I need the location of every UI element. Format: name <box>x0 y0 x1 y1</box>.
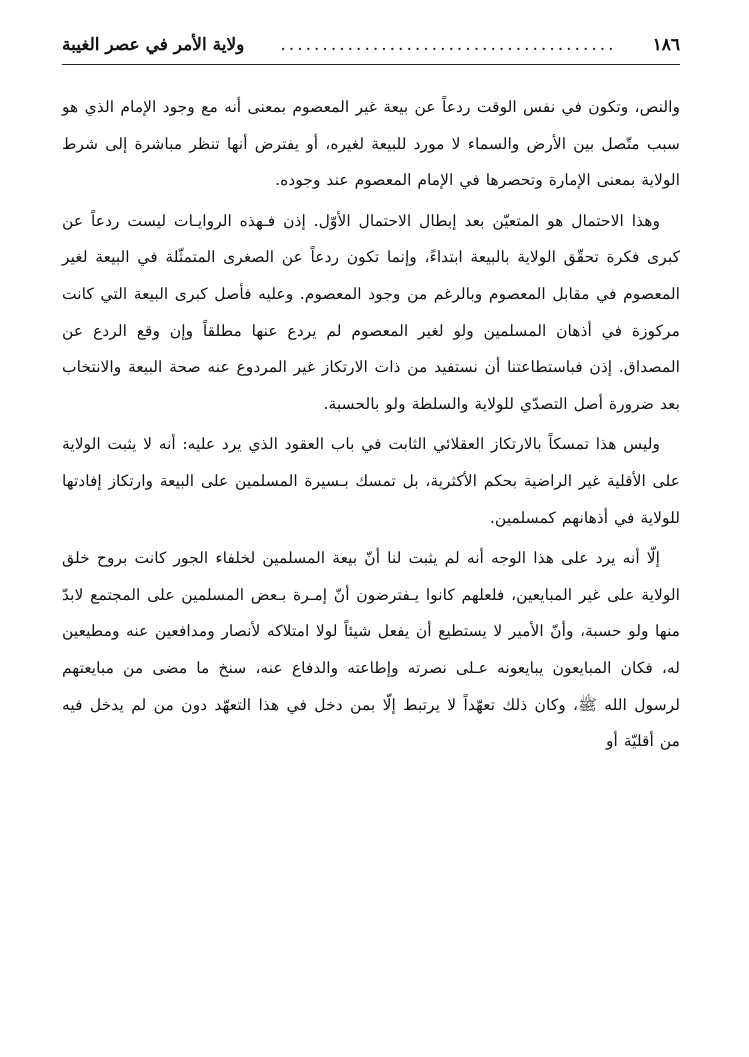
paragraph-3: وليس هذا تمسكاً بالارتكاز العقلائي الثابت في باب العقود الذي يرد عليه: أنه لا يثبت الولاية على الأقلية غير الراضية بحكم الأكثرية، بل تمسك بـسيرة المسلمين على البيعة وارتكاز إفادتها للولاية في أذهانهم كمسلمين. <box>62 435 680 527</box>
paragraph-4: إلّا أنه يرد على هذا الوجه أنه لم يثبت لنا أنّ بيعة المسلمين لخلفاء الجور كانت بروح خلق الولاية على غير المبايعين، فلعلهم كانوا يـفترضون أنّ إمـرة بـعض المسلمين على المجتمع لابدّ منها ولو حسبة، وأنّ الأمير لا يستطيع أن يفعل شيئاً لولا امتلاكه لأنصار ومدافعين عنه ومطيعين له، فكان المبايعون يبايعونه عـلى نصرته وإطاعته والدفاع عنه، سنخ ما مضى من مبايعتهم لرسول الله ﷺ، وكان ذلك تعهّداً لا يرتبط إلّا بمن دخل في هذا التعهّد دون من لم يدخل فيه من أقليّة أو <box>62 549 680 751</box>
paragraph-2: وهذا الاحتمال هو المتعيّن بعد إبطال الاحتمال الأوّل. إذن فـهذه الروايـات ليست ردعاً عن كبرى فكرة تحقّق الولاية بالبيعة ابتداءً، وإنما تكون ردعاً عن الصغرى المتمثّلة في البيعة لغير المعصوم في مقابل المعصوم وبالرغم من وجود المعصوم. وعليه فأصل كبرى البيعة التي كانت مركوزة في أذهان المسلمين ولو لغير المعصوم لم يردع عنها مطلقاً وإن وقع الردع عن المصداق. إذن فباستطاعتنا أن نستفيد من ذات الارتكاز غير المردوع عنه صحة البيعة والانتخاب بعد ضرورة أصل التصدّي للولاية والسلطة ولو بالحسبة. <box>62 211 680 413</box>
body-text <box>62 89 680 760</box>
document-page <box>62 28 680 1038</box>
paragraph-1: والنص، وتكون في نفس الوقت ردعاً عن بيعة غير المعصوم بمعنى أنه مع وجود الإمام الذي هو سبب متّصل بين الأرض والسماء لا مورد للبيعة لغيره، أو يفترض أنها تنظر مباشرة إلى شرط الولاية بمعنى الإمارة وتحصرها في الإمام المعصوم عند وجوده. <box>62 98 680 190</box>
header-leader-dots: ........................................ <box>280 35 617 55</box>
book-title: ولاية الأمر في عصر الغيبة <box>62 35 245 55</box>
page-number: ١٨٦ <box>652 35 680 55</box>
running-header <box>62 28 680 65</box>
